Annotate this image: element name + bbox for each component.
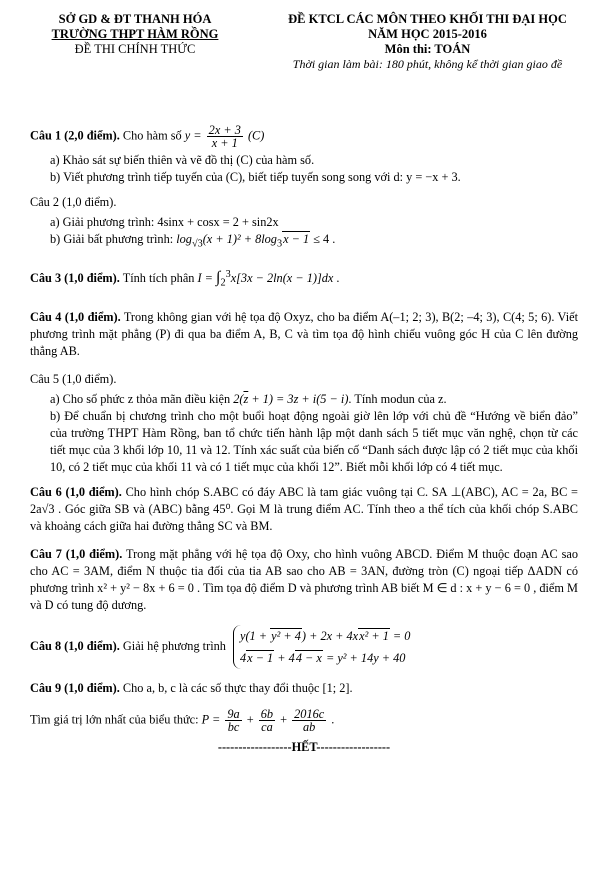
department-name: SỞ GD & ĐT THANH HÓA xyxy=(58,12,212,26)
official-exam-label: ĐỀ THI CHÍNH THỨC xyxy=(74,42,196,56)
q2-part-a: a) Giải phương trình: 4sinx + cosx = 2 + sin2x xyxy=(50,215,279,229)
q5-part-b: b) Để chuẩn bị chương trình cho một buổi hoạt động ngoài giờ lên lớp với chủ đề “Hướng về biển đảo” của trường THPT Hàm Rồng, ban tổ chức tiến hành lập một danh sách 5 tiết mục văn nghệ, chọn từ các tiết mục của 3 khối lớp 10, 11 và 12. Tính xác suất của biến cố “Danh sách được lập có 2 tiết mục của khối 10, có 2 tiết mục của khối 11 và có 1 tiết mục của khối 12”. Biết mỗi khối lớp có 4 tiết mục. xyxy=(50,409,578,474)
question-2-label: Câu 2 (1,0 điểm). xyxy=(30,195,117,209)
question-1: Câu 1 (2,0 điểm). Cho hàm số y = $\frac{2x + 3}{x + 1}$ (C) xyxy=(30,123,265,150)
q5-part-a: a) Cho số phức z thỏa mãn điều kiện $2(\overline{z} + 1) = 3z + i(5 - i)$. Tính modun của z. xyxy=(50,392,447,406)
question-9-expression: Tìm giá trị lớn nhất của biểu thức: P = $\frac{9a}{bc}$ + $\frac{6b}{ca}$ + $\frac{2016c}{ab}$ . xyxy=(30,707,335,734)
time-allowed: Thời gian làm bài: 180 phút, không kể thời gian giao đề xyxy=(292,57,563,71)
question-7: Câu 7 (1,0 điểm). Trong mặt phẳng với hệ tọa độ Oxy, cho hình vuông ABCD. Điểm M thuộc đoạn AC sao cho AC = 3AM, điểm N thuộc tia đối của tia AB sao cho AB = 3AN, đường tròn (C) ngoại tiếp ΔADN có phương trình x² + y² − 8x + 6 = 0 . Tìm tọa độ điểm D và phương trình AB biết M ∈ d : x + y − 6 = 0 , điểm M và D có tung độ dương. xyxy=(30,547,578,612)
exam-content xyxy=(30,124,578,756)
q1-part-a: a) Khảo sát sự biến thiên và vẽ đồ thị (C) của hàm số. xyxy=(50,153,315,167)
question-text: Cho hàm số xyxy=(122,128,182,143)
subject: Môn thi: TOÁN xyxy=(384,42,471,56)
exam-title: ĐỀ KTCL CÁC MÔN THEO KHỐI THI ĐẠI HỌC xyxy=(288,12,567,26)
question-8: Câu 8 (1,0 điểm). Giải hệ phương trình y(1 + y² + 4) + 2x + 4xx² + 1 = 0 4x − 1 + 44 − x = y² + 14y + 40 xyxy=(30,625,578,669)
header-right xyxy=(255,12,600,72)
question-5-label: Câu 5 (1,0 điểm). xyxy=(30,372,117,386)
question-3: Câu 3 (1,0 điểm). Tính tích phân $I = \int_2^3x[3x - 2\ln(x - 1)]dx$ . xyxy=(30,269,340,289)
question-label: Câu 1 (2,0 điểm). xyxy=(30,128,120,143)
question-9: Câu 9 (1,0 điểm). Cho a, b, c là các số thực thay đổi thuộc [1; 2]. xyxy=(30,681,353,695)
question-6: Câu 6 (1,0 điểm). Cho hình chóp S.ABC có đáy ABC là tam giác vuông tại C. SA ⊥(ABC), AC = 2a, BC = 2a√3 . Góc giữa SB và (ABC) bằng 45⁰. Gọi M là trung điểm AC. Tính theo a thể tích của khối chóp S.ABC và khoảng cách giữa hai đường thẳng SC và BM. xyxy=(30,485,578,533)
q1-part-b: b) Viết phương trình tiếp tuyến của (C), biết tiếp tuyến song song với d: y = −x + 3. xyxy=(50,170,461,184)
question-4: Câu 4 (1,0 điểm). Trong không gian với hệ tọa độ Oxyz, cho ba điểm A(–1; 2; 3), B(2; –4; 3), C(4; 5; 6). Viết phương trình mặt phẳng (P) đi qua ba điểm A, B, C và tìm tọa độ hình chiếu vuông góc H của C lên đường thẳng AB. xyxy=(30,310,578,358)
q2-part-b: b) Giải bất phương trình: $\log_{√3}(x + 1)^2 + 8\log_3x - 1 \le 4$ . xyxy=(50,232,336,250)
school-year: NĂM HỌC 2015-2016 xyxy=(368,27,487,41)
end-marker: ------------------HẾT------------------ xyxy=(217,740,391,754)
school-name: TRƯỜNG THPT HÀM RỒNG xyxy=(51,27,219,41)
header-left xyxy=(20,12,250,57)
